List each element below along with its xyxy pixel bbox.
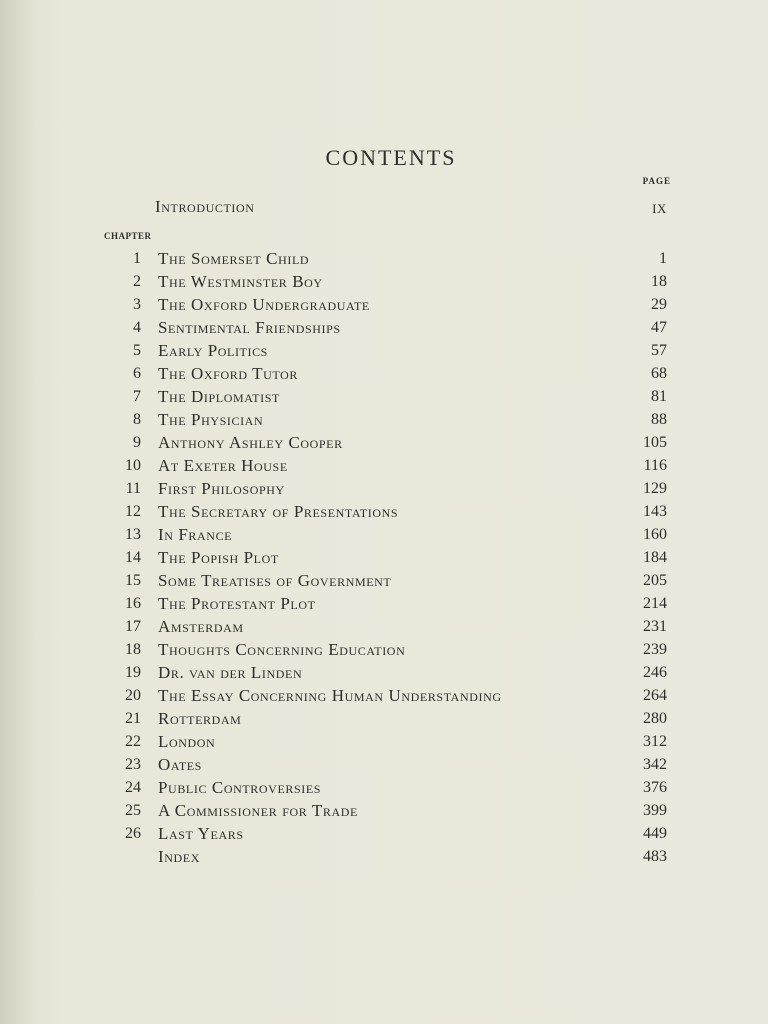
toc-entry (95, 546, 667, 569)
toc-entry (95, 638, 667, 661)
chapter-title: London (158, 732, 216, 751)
chapter-title: The Physician (158, 410, 264, 429)
toc-entry (95, 845, 667, 868)
chapter-page: 129 (643, 480, 667, 497)
chapter-number: 21 (125, 710, 141, 727)
chapter-title: Early Politics (158, 341, 268, 360)
chapter-page: 29 (651, 296, 667, 313)
chapter-page: 399 (643, 802, 667, 819)
toc-entry (95, 270, 667, 293)
toc-entry (95, 730, 667, 753)
chapter-number: 11 (125, 480, 141, 497)
chapter-page: 280 (643, 710, 667, 727)
toc-entry (95, 822, 667, 845)
chapter-title: Anthony Ashley Cooper (158, 433, 343, 452)
chapter-title: The Somerset Child (158, 249, 310, 268)
toc-entry (95, 799, 667, 822)
chapter-page: 449 (643, 825, 667, 842)
toc-entry (95, 454, 667, 477)
chapter-number: 8 (133, 411, 141, 428)
chapter-number: 26 (125, 825, 141, 842)
chapter-title: In France (158, 525, 233, 544)
chapter-title: Oates (158, 755, 202, 774)
chapter-number: 7 (133, 388, 141, 405)
chapter-page: 18 (651, 273, 667, 290)
chapter-page: 231 (643, 618, 667, 635)
introduction-title: Introduction (155, 197, 255, 216)
toc-entry (95, 569, 667, 592)
page-column-label: PAGE (642, 176, 671, 186)
chapter-title: The Secretary of Presentations (158, 502, 399, 521)
chapter-page: 483 (643, 848, 667, 865)
chapter-page: 116 (643, 457, 667, 474)
chapter-number: 16 (125, 595, 141, 612)
chapter-number: 13 (125, 526, 141, 543)
chapter-page: 239 (643, 641, 667, 658)
chapter-page: 105 (643, 434, 667, 451)
chapter-title: Thoughts Concerning Education (158, 640, 406, 659)
toc-entry (95, 707, 667, 730)
toc-entry (95, 431, 667, 454)
toc-entry (95, 523, 667, 546)
chapter-title: Some Treatises of Government (158, 571, 392, 590)
chapter-number: 5 (133, 342, 141, 359)
chapter-number: 10 (125, 457, 141, 474)
chapter-title: At Exeter House (158, 456, 288, 475)
chapter-page: 160 (643, 526, 667, 543)
chapter-title: Index (158, 847, 200, 866)
chapter-title: The Essay Concerning Human Understanding (158, 686, 502, 705)
toc-entry (95, 362, 667, 385)
chapter-title: Rotterdam (158, 709, 242, 728)
chapter-page: 205 (643, 572, 667, 589)
chapter-title: The Westminster Boy (158, 272, 323, 291)
chapter-page: 342 (643, 756, 667, 773)
chapter-number: 3 (133, 296, 141, 313)
chapter-title: The Diplomatist (158, 387, 280, 406)
chapter-title: Public Controversies (158, 778, 322, 797)
chapter-number: 4 (133, 319, 141, 336)
introduction-page: ix (652, 197, 667, 217)
chapter-number: 18 (125, 641, 141, 658)
page-title: CONTENTS (325, 145, 457, 170)
chapter-page: 376 (643, 779, 667, 796)
chapter-page: 184 (643, 549, 667, 566)
toc-entry (95, 500, 667, 523)
toc-entry (95, 293, 667, 316)
chapter-title: Last Years (158, 824, 244, 843)
chapter-number: 19 (125, 664, 141, 681)
chapter-number: 23 (125, 756, 141, 773)
chapter-page: 88 (651, 411, 667, 428)
chapter-title: Dr. van der Linden (158, 663, 303, 682)
toc-entry (95, 592, 667, 615)
chapter-page: 143 (643, 503, 667, 520)
chapter-title: A Commissioner for Trade (158, 801, 358, 820)
chapter-number: 9 (133, 434, 141, 451)
chapter-number: 24 (125, 779, 141, 796)
chapter-number: 22 (125, 733, 141, 750)
chapter-number: 25 (125, 802, 141, 819)
chapter-page: 81 (651, 388, 667, 405)
toc-entry (95, 408, 667, 431)
toc-entry (95, 661, 667, 684)
chapter-title: The Protestant Plot (158, 594, 316, 613)
chapter-title: Sentimental Friendships (158, 318, 341, 337)
chapter-page: 1 (659, 250, 667, 267)
chapter-column-label: CHAPTER (104, 231, 152, 241)
toc-entry (95, 615, 667, 638)
toc-entry (95, 247, 667, 270)
chapter-number: 12 (125, 503, 141, 520)
chapter-title: First Philosophy (158, 479, 285, 498)
chapter-page: 57 (651, 342, 667, 359)
chapter-number: 2 (133, 273, 141, 290)
chapter-page: 47 (651, 319, 667, 336)
chapter-number: 15 (125, 572, 141, 589)
chapter-title: The Oxford Undergraduate (158, 295, 370, 314)
chapter-number: 1 (133, 250, 141, 267)
toc-entry (95, 385, 667, 408)
chapter-title: Amsterdam (158, 617, 244, 636)
chapter-number: 17 (125, 618, 141, 635)
chapter-title: The Popish Plot (158, 548, 279, 567)
chapter-number: 6 (133, 365, 141, 382)
chapter-page: 246 (643, 664, 667, 681)
toc-entry (95, 316, 667, 339)
chapter-title: The Oxford Tutor (158, 364, 298, 383)
toc-list (95, 247, 667, 868)
toc-entry (95, 477, 667, 500)
toc-introduction (155, 197, 667, 219)
chapter-page: 312 (643, 733, 667, 750)
chapter-page: 214 (643, 595, 667, 612)
toc-entry (95, 776, 667, 799)
toc-entry (95, 684, 667, 707)
chapter-page: 264 (643, 687, 667, 704)
toc-entry (95, 753, 667, 776)
chapter-page: 68 (651, 365, 667, 382)
chapter-number: 14 (125, 549, 141, 566)
chapter-number: 20 (125, 687, 141, 704)
toc-entry (95, 339, 667, 362)
